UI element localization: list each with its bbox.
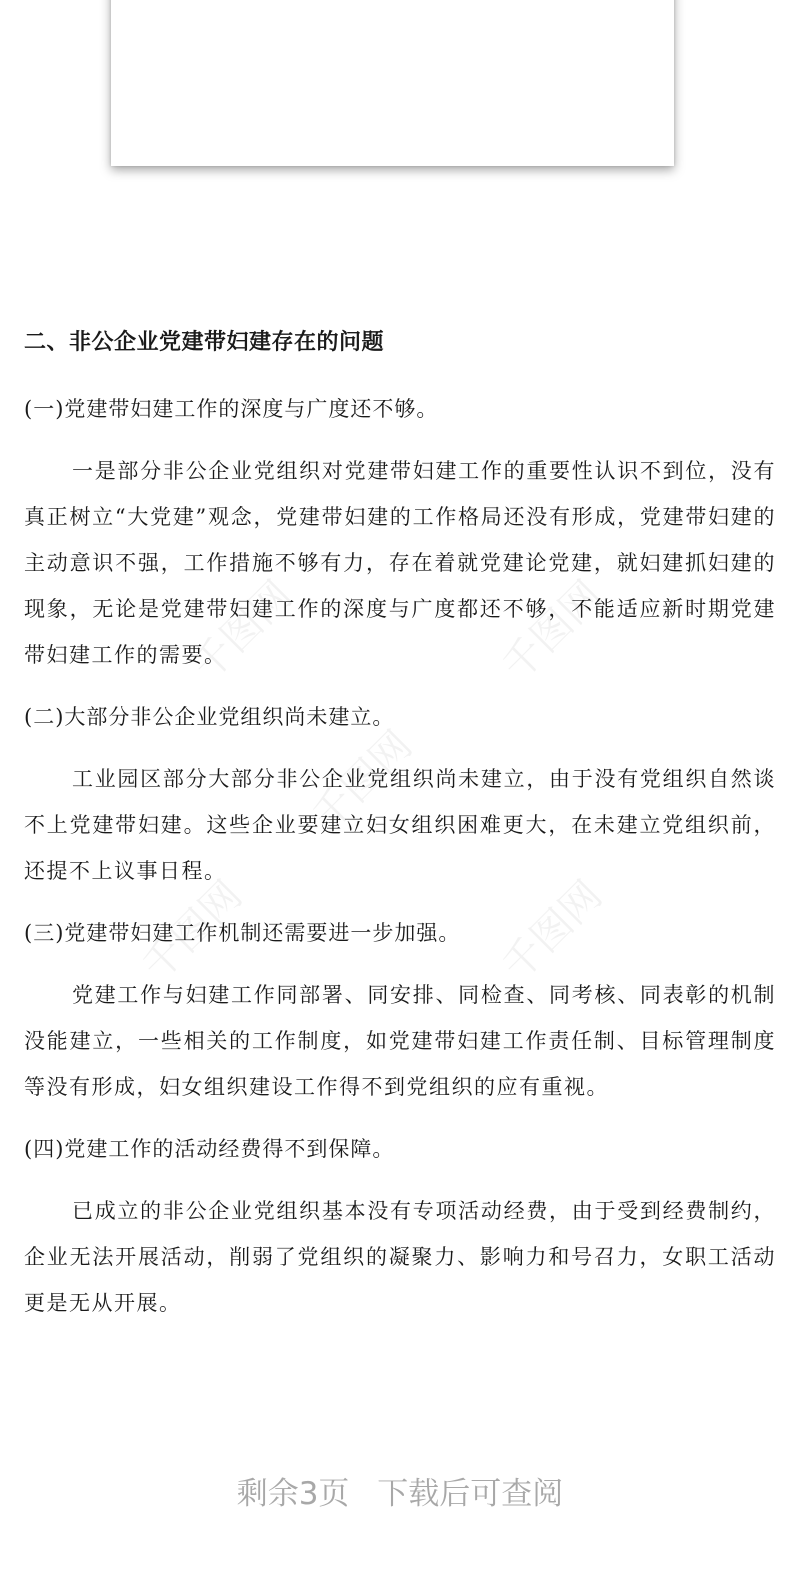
subsection-paragraph-2: 工业园区部分大部分非公企业党组织尚未建立，由于没有党组织自然谈不上党建带妇建。这些企业要建立妇女组织困难更大，在未建立党组织前，还提不上议事日程。: [24, 767, 776, 883]
document-body: [24, 320, 776, 1342]
subsection-heading-1: (一)党建带妇建工作的深度与广度还不够。: [24, 397, 439, 421]
download-hint-label: 下载后可查阅: [377, 1476, 564, 1512]
subsection-heading-2: (二)大部分非公企业党组织尚未建立。: [24, 705, 395, 729]
subsection-heading-3: (三)党建带妇建工作机制还需要进一步加强。: [24, 921, 461, 945]
watermark: 千图网: [493, 572, 612, 690]
subsection-paragraph-4: 已成立的非公企业党组织基本没有专项活动经费，由于受到经费制约，企业无法开展活动，削弱了党组织的凝聚力、影响力和号召力，女职工活动更是无从开展。: [24, 1199, 776, 1315]
watermark: 千图网: [493, 872, 612, 990]
section-title: 二、非公企业党建带妇建存在的问题: [24, 330, 385, 355]
watermark: 千图网: [133, 872, 252, 990]
previous-page-card: [111, 0, 674, 166]
remaining-pages-banner[interactable]: [0, 1468, 800, 1513]
watermark: 千图网: [183, 572, 302, 690]
subsection-heading-4: (四)党建工作的活动经费得不到保障。: [24, 1137, 395, 1161]
remaining-pages-label: 剩余3页: [236, 1476, 350, 1512]
subsection-paragraph-3: 党建工作与妇建工作同部署、同安排、同检查、同考核、同表彰的机制没能建立，一些相关的工作制度，如党建带妇建工作责任制、目标管理制度等没有形成，妇女组织建设工作得不到党组织的应有重视。: [24, 983, 776, 1099]
subsection-paragraph-1: 一是部分非公企业党组织对党建带妇建工作的重要性认识不到位，没有真正树立“大党建”观念，党建带妇建的工作格局还没有形成，党建带妇建的主动意识不强，工作措施不够有力，存在着就党建论党建，就妇建抓妇建的现象，无论是党建带妇建工作的深度与广度都还不够，不能适应新时期党建带妇建工作的需要。: [24, 459, 776, 667]
watermark: 千图网: [303, 722, 422, 840]
